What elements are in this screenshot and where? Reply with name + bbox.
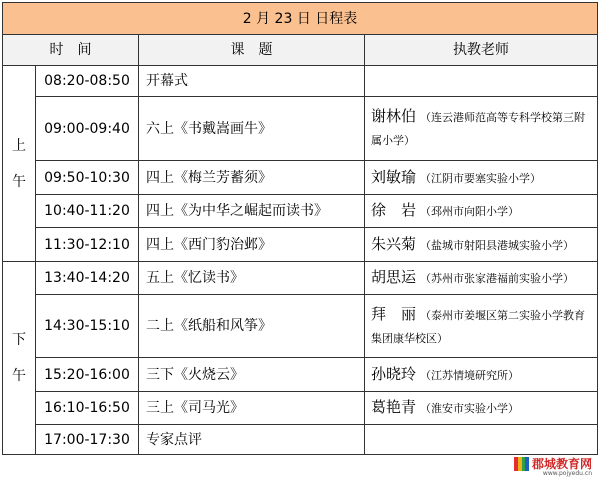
table-row [3, 392, 598, 425]
teacher-name: 葛艳青 [371, 398, 417, 416]
table-row [3, 425, 598, 455]
teacher-name: 刘敏瑜 [371, 167, 417, 186]
teacher-cell [365, 228, 598, 262]
time-cell: 13:40-14:20 [36, 262, 139, 295]
title-row [3, 3, 598, 35]
logo-url: www.pojyedu.cn [542, 470, 592, 477]
time-cell: 09:50-10:30 [36, 161, 139, 195]
course-cell: 四上《西门豹治邺》 [139, 228, 365, 262]
schedule-table [2, 2, 598, 455]
period-morning: 上 午 [3, 66, 36, 262]
teacher-name: 徐 岩 [371, 201, 417, 219]
teacher-school: （盐城市射阳县港城实验小学） [420, 238, 575, 252]
course-cell: 专家点评 [139, 425, 365, 455]
course-cell: 四上《梅兰芳蓄须》 [139, 161, 365, 195]
header-row [3, 35, 598, 66]
teacher-school: （江苏情境研究所） [420, 368, 520, 382]
period-afternoon: 下 午 [3, 262, 36, 455]
site-logo [514, 455, 592, 477]
time-cell: 08:20-08:50 [36, 66, 139, 97]
course-cell: 四上《为中华之崛起而读书》 [139, 195, 365, 228]
teacher-name: 拜 丽 [371, 304, 417, 323]
course-cell: 五上《忆读书》 [139, 262, 365, 295]
table-row [3, 295, 598, 358]
header-teacher: 执教老师 [365, 35, 598, 66]
teacher-cell [365, 425, 598, 455]
teacher-school: （淮安市实验小学） [420, 402, 520, 415]
teacher-cell [365, 161, 598, 195]
teacher-cell [365, 262, 598, 295]
teacher-name: 谢林伯 [371, 107, 417, 125]
table-row [3, 97, 598, 161]
teacher-school: （江阴市要塞实验小学） [420, 171, 542, 185]
course-cell: 二上《纸船和风筝》 [139, 295, 365, 358]
time-cell: 09:00-09:40 [36, 97, 139, 161]
teacher-school: （苏州市张家港福前实验小学） [420, 272, 575, 285]
table-row [3, 358, 598, 392]
header-time: 时 间 [3, 35, 139, 66]
time-cell: 17:00-17:30 [36, 425, 139, 455]
logo-text: 郡城教育网 [531, 456, 592, 471]
teacher-cell [365, 97, 598, 161]
table-row [3, 262, 598, 295]
schedule-title: 2 月 23 日 日程表 [3, 3, 598, 35]
teacher-cell [365, 66, 598, 97]
teacher-name: 孙晓玲 [371, 364, 417, 383]
table-row [3, 228, 598, 262]
teacher-name: 胡思运 [371, 268, 417, 286]
teacher-cell [365, 392, 598, 425]
teacher-school: （泰州市姜堰区第二实验小学教育集团康华校区） [371, 308, 586, 345]
teacher-cell [365, 195, 598, 228]
time-cell: 11:30-12:10 [36, 228, 139, 262]
course-cell: 六上《书戴嵩画牛》 [139, 97, 365, 161]
time-cell: 10:40-11:20 [36, 195, 139, 228]
time-cell: 14:30-15:10 [36, 295, 139, 358]
teacher-cell [365, 295, 598, 358]
course-cell: 开幕式 [139, 66, 365, 97]
time-cell: 15:20-16:00 [36, 358, 139, 392]
teacher-name: 朱兴菊 [371, 234, 417, 253]
header-topic: 课 题 [139, 35, 365, 66]
books-icon [514, 457, 529, 471]
table-row [3, 161, 598, 195]
teacher-school: （连云港师范高等专科学校第三附属小学） [371, 111, 586, 147]
teacher-cell [365, 358, 598, 392]
table-row [3, 66, 598, 97]
table-row [3, 195, 598, 228]
course-cell: 三上《司马光》 [139, 392, 365, 425]
time-cell: 16:10-16:50 [36, 392, 139, 425]
teacher-school: （邳州市向阳小学） [420, 205, 520, 218]
course-cell: 三下《火烧云》 [139, 358, 365, 392]
